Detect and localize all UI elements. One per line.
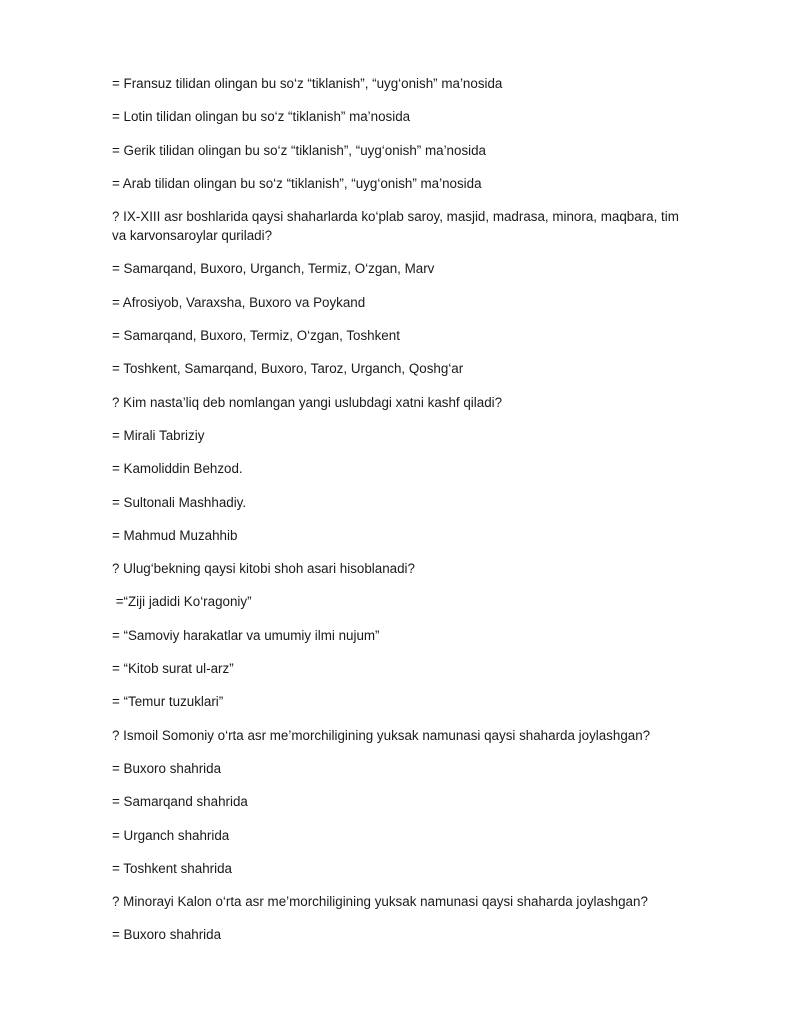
answer-option: = Buxoro shahrida: [112, 927, 222, 943]
answer-option: = Toshkent shahrida: [112, 860, 232, 876]
answer-option: = Arab tilidan olingan bu so‘z “tiklanish”, “uyg‘onish” ma’nosida: [112, 175, 482, 191]
question: ? Ismoil Somoniy o‘rta asr me’morchiligining yuksak namunasi qaysi shaharda joylashgan?: [112, 727, 651, 743]
answer-option: = Urganch shahrida: [112, 827, 230, 843]
answer-option: = “Temur tuzuklari”: [112, 694, 224, 710]
answer-option: = Mahmud Muzahhib: [112, 527, 238, 543]
document-body: [112, 74, 712, 944]
answer-option: = Lotin tilidan olingan bu so‘z “tiklanish” ma’nosida: [112, 109, 411, 125]
answer-option: =“Ziji jadidi Ko‘ragoniy”: [112, 594, 252, 610]
answer-option: = Samarqand shahrida: [112, 794, 248, 810]
answer-option: = Afrosiyob, Varaxsha, Buxoro va Poykand: [112, 294, 366, 310]
question: ? Minorayi Kalon o‘rta asr me’morchiligining yuksak namunasi qaysi shaharda joylashgan?: [112, 894, 648, 910]
answer-option: = Kamoliddin Behzod.: [112, 461, 243, 477]
question: ? Ulug‘bekning qaysi kitobi shoh asari hisoblanadi?: [112, 561, 415, 577]
question: ? Kim nasta’liq deb nomlangan yangi uslubdagi xatni kashf qiladi?: [112, 394, 503, 410]
answer-option: = Samarqand, Buxoro, Termiz, O‘zgan, Toshkent: [112, 328, 400, 344]
question: ? IX-XIII asr boshlarida qaysi shaharlarda ko‘plab saroy, masjid, madrasa, minora, maqbara, tim va karvonsaroylar quriladi?: [112, 209, 679, 244]
answer-option: = Fransuz tilidan olingan bu so‘z “tiklanish”, “uyg‘onish” ma’nosida: [112, 76, 503, 91]
answer-option: = Sultonali Mashhadiy.: [112, 494, 247, 510]
answer-option: = “Samoviy harakatlar va umumiy ilmi nujum”: [112, 627, 380, 643]
answer-option: = Toshkent, Samarqand, Buxoro, Taroz, Urganch, Qoshg‘ar: [112, 361, 464, 377]
answer-option: = Samarqand, Buxoro, Urganch, Termiz, O‘zgan, Marv: [112, 261, 435, 277]
answer-option: = Mirali Tabriziy: [112, 427, 205, 443]
answer-option: = “Kitob surat ul-arz”: [112, 661, 234, 677]
answer-option: = Buxoro shahrida: [112, 760, 222, 776]
answer-option: = Gerik tilidan olingan bu so‘z “tiklanish”, “uyg‘onish” ma’nosida: [112, 142, 487, 158]
